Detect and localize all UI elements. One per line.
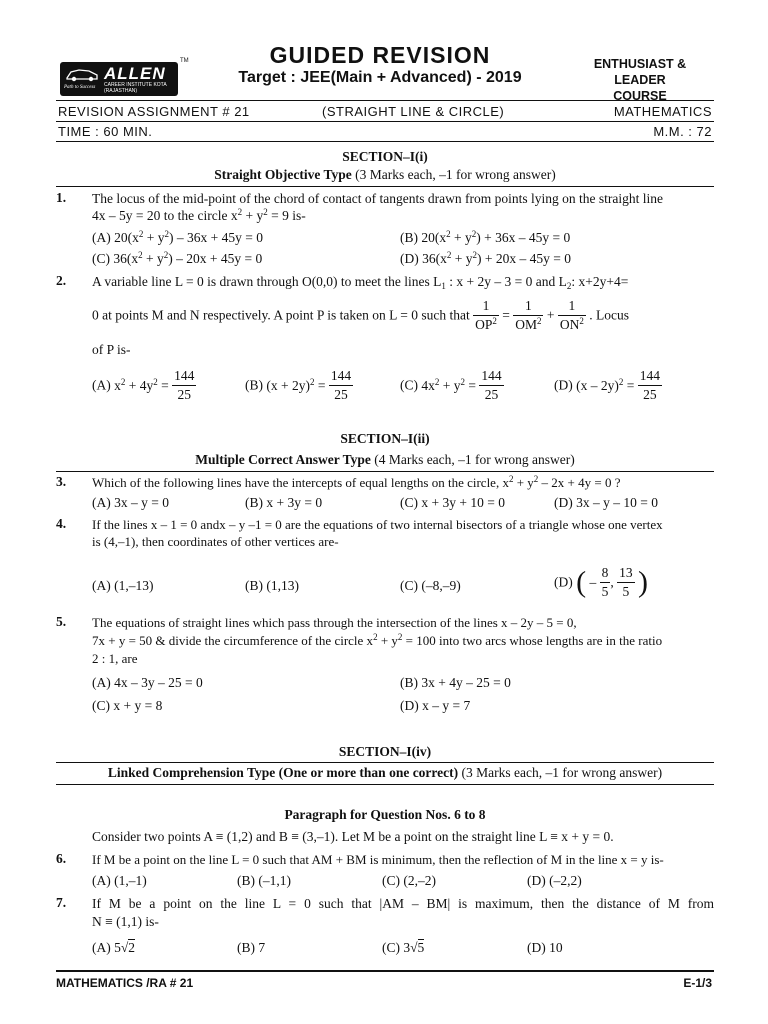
option-c[interactable]: (C) x + y = 8 <box>92 698 163 713</box>
trademark: TM <box>180 58 189 64</box>
question-line: N ≡ (1,1) is- <box>92 914 159 929</box>
divider <box>56 121 714 122</box>
option-d[interactable]: (D) $36(x^2 + y^2) + 20x - 45y = 0$ <box>400 250 571 266</box>
section-type-marks: (3 Marks each, –1 for wrong answer) <box>355 167 556 182</box>
divider <box>56 141 714 142</box>
question-5-text <box>92 614 714 668</box>
question-3-text: Which of the following lines have the intercepts of equal lengths on the circle, $x^2 + y^2 - 2x + 4y = 0$ ? <box>92 474 621 490</box>
option-d[interactable]: (D) (–2,2) <box>527 873 582 888</box>
question-number: 6. <box>56 851 67 866</box>
divider <box>56 970 714 972</box>
option-b[interactable]: (B) $(x + 2y)^2$ = $\frac{144}{25}$ <box>245 368 352 402</box>
section-type <box>56 167 714 183</box>
question-line: The equations of straight lines which pass through the intersection of the lines x – 2y – 5 = 0, <box>92 615 577 630</box>
paragraph-text: Consider two points A ≡ (1,2) and B ≡ (3,–1). Let M be a point on the straight line L ≡ x + y = 0. <box>92 829 614 844</box>
section-type-marks: (3 Marks each, –1 for wrong answer) <box>461 765 663 780</box>
section-type <box>56 452 714 468</box>
option-b[interactable]: (B) 7 <box>237 940 266 955</box>
option-a[interactable]: (A) $x^2 + 4y^2$ = $\frac{144}{25}$ <box>92 368 195 402</box>
car-logo-icon <box>65 66 99 82</box>
paragraph-title: Paragraph for Question Nos. 6 to 8 <box>284 807 486 822</box>
time-label: TIME : 60 MIN. <box>58 124 153 139</box>
fraction: $\frac{1}{OP^2}$ <box>475 298 497 332</box>
question-line: The locus of the mid-point of the chord of contact of tangents drawn from points lying on the straight line <box>92 191 663 206</box>
option-a[interactable]: (A) (1,–13) <box>92 578 154 593</box>
question-number: 2. <box>56 273 67 288</box>
question-2-line-1: A variable line L = 0 is drawn through O(0,0) to meet the lines $L_1$ : x + 2y – 3 = 0 and $L_2$: x+2y+4= <box>92 274 629 291</box>
subject-label: MATHEMATICS <box>613 104 712 119</box>
divider <box>56 784 714 785</box>
option-d[interactable]: (D) x – y = 7 <box>400 698 471 713</box>
question-7-text <box>92 895 714 931</box>
option-b[interactable]: (B) (1,13) <box>245 578 299 593</box>
option-d[interactable]: (D) (x – 2y)$^2$ = $\frac{144}{25}$ <box>554 368 660 402</box>
divider <box>56 762 714 763</box>
course-label <box>570 56 710 104</box>
question-2-line-2: 0 at points M and N respectively. A point P is taken on L = 0 such that $\frac{1}{OP^2}$ = $\frac{1}{OM^2}$ + $\frac{1}{ON^2}$ . Locus <box>92 298 629 332</box>
question-number: 5. <box>56 614 67 629</box>
fraction: $\frac{1}{ON^2}$ <box>559 298 584 332</box>
question-line: is (4,–1), then coordinates of other vertices are- <box>92 534 339 549</box>
question-line: If the lines x – 1 = 0 andx – y –1 = 0 are the equations of two internal bisectors of a triangle whose one vertex <box>92 517 663 532</box>
option-a[interactable]: (A) 5√2 <box>92 940 136 955</box>
question-number: 7. <box>56 895 67 910</box>
option-a[interactable]: (A) 3x – y = 0 <box>92 495 169 510</box>
option-b[interactable]: (B) (–1,1) <box>237 873 291 888</box>
option-a[interactable]: (A) $20(x^2 + y^2) - 36x + 45y = 0$ <box>92 229 263 245</box>
max-marks-label: M.M. : 72 <box>653 124 712 139</box>
question-line: 7x + y = 50 & divide the circumference of the circle $x^2 + y^2 = 100$ into two arcs whose lengths are in the ratio <box>92 632 663 648</box>
option-b[interactable]: (B) 3x + 4y – 25 = 0 <box>400 675 511 690</box>
option-b[interactable]: (B) x + 3y = 0 <box>245 495 323 510</box>
question-line: 4x – 5y = 20 to the circle $x^2 + y^2 = 9$ is- <box>92 207 306 223</box>
question-6-text: If M be a point on the line L = 0 such that AM + BM is minimum, then the reflection of M in the line x = y is- <box>92 852 664 867</box>
question-number: 3. <box>56 474 67 489</box>
question-1-text <box>92 190 714 224</box>
option-c[interactable]: (C) $36(x^2 + y^2) - 20x + 45y = 0$ <box>92 250 263 266</box>
option-d[interactable]: (D) 10 <box>527 940 563 955</box>
footer-page: E-1/3 <box>683 976 712 990</box>
question-4-text <box>92 516 714 550</box>
footer-subject: MATHEMATICS /RA # 21 <box>56 976 194 990</box>
option-c[interactable]: (C) $4x^2 + y^2$ = $\frac{144}{25}$ <box>400 368 502 402</box>
option-a[interactable]: (A) 4x – 3y – 25 = 0 <box>92 675 203 690</box>
option-c[interactable]: (C) (–8,–9) <box>400 578 461 593</box>
target-line: Target : JEE(Main + Advanced) - 2019 <box>238 69 522 86</box>
question-line: 2 : 1, are <box>92 651 138 666</box>
logo-name: ALLEN <box>104 64 166 83</box>
divider <box>56 100 714 101</box>
logo-tagline: Path to Success <box>64 85 96 90</box>
section-type <box>56 765 714 781</box>
section-title: SECTION–I(iv) <box>338 744 432 759</box>
question-number: 1. <box>56 190 67 205</box>
option-d[interactable]: (D) ( – $\frac{8}{5}$ , $\frac{13}{5}$ ) <box>554 565 648 599</box>
section-title: SECTION–I(ii) <box>340 431 430 446</box>
sqrt-symbol: √5 <box>410 940 425 955</box>
question-line: If M be a point on the line L = 0 such that |AM – BM| is maximum, then the distance of M from <box>92 896 714 911</box>
section-type-name: Linked Comprehension Type (One or more than one correct) <box>107 765 459 780</box>
logo-subtitle: CAREER INSTITUTE KOTA (RAJASTHAN) <box>104 82 167 94</box>
course-line-1: ENTHUSIAST & LEADER <box>593 57 687 87</box>
fraction: $\frac{1}{OM^2}$ <box>515 298 542 332</box>
option-c[interactable]: (C) 3√5 <box>382 940 425 955</box>
option-c[interactable]: (C) x + 3y + 10 = 0 <box>400 495 505 510</box>
option-c[interactable]: (C) (2,–2) <box>382 873 436 888</box>
option-a[interactable]: (A) (1,–1) <box>92 873 147 888</box>
course-line-2: COURSE <box>613 89 667 103</box>
section-type-name: Straight Objective Type <box>214 167 352 182</box>
allen-logo <box>60 62 178 96</box>
topic-label: (STRAIGHT LINE & CIRCLE) <box>322 104 505 119</box>
section-title: SECTION–I(i) <box>342 149 428 164</box>
question-number: 4. <box>56 516 67 531</box>
assignment-label: REVISION ASSIGNMENT # 21 <box>58 104 250 119</box>
section-type-name: Multiple Correct Answer Type <box>195 452 371 467</box>
sqrt-symbol: √2 <box>120 940 136 955</box>
question-2-line-3: of P is- <box>92 342 131 357</box>
divider <box>56 186 714 187</box>
option-d[interactable]: (D) 3x – y – 10 = 0 <box>554 495 658 510</box>
divider <box>56 471 714 472</box>
section-type-marks: (4 Marks each, –1 for wrong answer) <box>374 452 575 467</box>
option-b[interactable]: (B) $20(x^2 + y^2) + 36x - 45y = 0$ <box>400 229 571 245</box>
page-title: GUIDED REVISION <box>269 42 491 68</box>
